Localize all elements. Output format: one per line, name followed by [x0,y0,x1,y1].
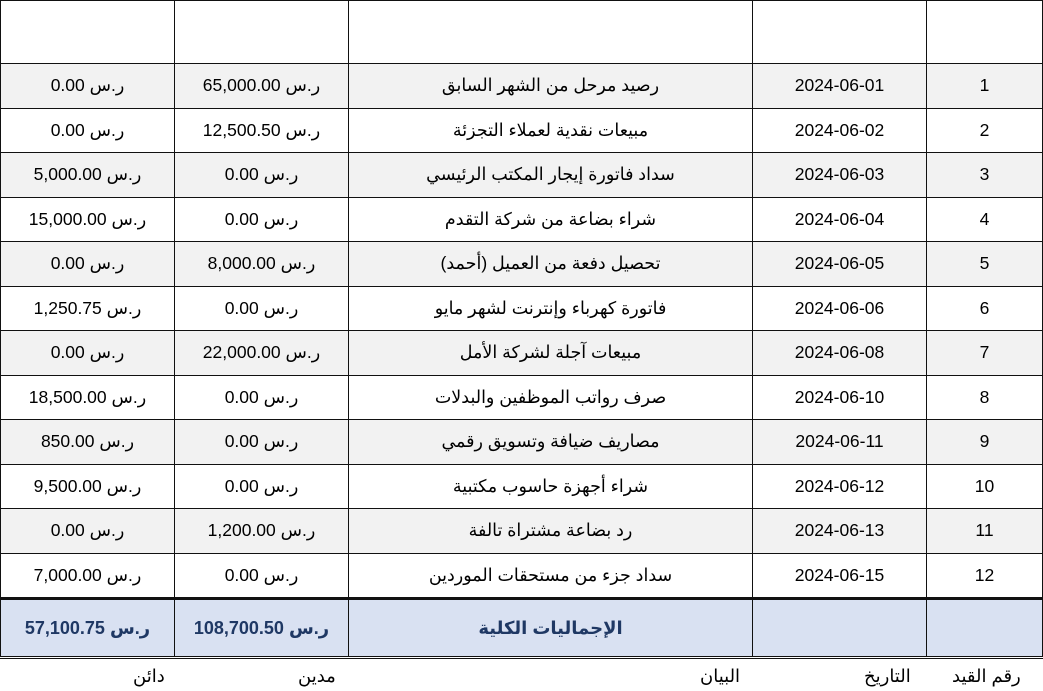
cell-debit: ر.س 0.00 [175,553,349,599]
cell-description: فاتورة كهرباء وإنترنت لشهر مايو [349,286,753,331]
cell-description: مبيعات نقدية لعملاء التجزئة [349,108,753,153]
cell-entry-no: 8 [927,375,1043,420]
totals-row [1,599,1043,658]
total-date-empty [753,599,927,658]
cell-entry-no: 9 [927,420,1043,465]
cell-description: مبيعات آجلة لشركة الأمل [349,331,753,376]
cell-date: 2024-06-12 [753,464,927,509]
header-cell-description [349,1,753,64]
table-row [1,153,1043,198]
table-row [1,553,1043,599]
table-row [1,464,1043,509]
cell-debit: ر.س 0.00 [175,153,349,198]
cell-entry-no: 12 [927,553,1043,599]
cell-debit: ر.س 22,000.00 [175,331,349,376]
cell-description: رصيد مرحل من الشهر السابق [349,64,753,109]
cell-description: مصاريف ضيافة وتسويق رقمي [349,420,753,465]
header-row [1,1,1043,64]
cell-date: 2024-06-03 [753,153,927,198]
cell-entry-no: 10 [927,464,1043,509]
cell-date: 2024-06-10 [753,375,927,420]
cell-entry-no: 3 [927,153,1043,198]
cell-date: 2024-06-13 [753,509,927,554]
cell-credit: ر.س 0.00 [1,509,175,554]
cell-entry-no: 11 [927,509,1043,554]
footer-label-entry-no: رقم القيد [952,666,1021,686]
footer-label-description: البيان [700,666,741,686]
total-entry-empty [927,599,1043,658]
header-cell-debit [175,1,349,64]
cell-description: صرف رواتب الموظفين والبدلات [349,375,753,420]
cell-debit: ر.س 12,500.50 [175,108,349,153]
table-row [1,64,1043,109]
cell-description: شراء بضاعة من شركة التقدم [349,197,753,242]
header-cell-entry-no [927,1,1043,64]
footer-label-debit: مدين [298,666,336,686]
cell-description: رد بضاعة مشتراة تالفة [349,509,753,554]
cell-entry-no: 6 [927,286,1043,331]
cell-description: تحصيل دفعة من العميل (أحمد) [349,242,753,287]
total-debit: ر.س 108,700.50 [175,599,349,658]
cell-entry-no: 5 [927,242,1043,287]
header-cell-date [753,1,927,64]
cell-debit: ر.س 0.00 [175,197,349,242]
cell-date: 2024-06-08 [753,331,927,376]
cell-credit: ر.س 850.00 [1,420,175,465]
cell-credit: ر.س 1,250.75 [1,286,175,331]
cell-credit: ر.س 15,000.00 [1,197,175,242]
cell-debit: ر.س 1,200.00 [175,509,349,554]
cell-debit: ر.س 0.00 [175,464,349,509]
cell-entry-no: 4 [927,197,1043,242]
totals-label: الإجماليات الكلية [349,599,753,658]
cell-debit: ر.س 0.00 [175,375,349,420]
total-credit: ر.س 57,100.75 [1,599,175,658]
cell-credit: ر.س 0.00 [1,64,175,109]
cell-debit: ر.س 0.00 [175,420,349,465]
cell-date: 2024-06-06 [753,286,927,331]
cell-date: 2024-06-01 [753,64,927,109]
cell-date: 2024-06-05 [753,242,927,287]
table-row [1,420,1043,465]
journal-table-body [1,1,1043,658]
table-row [1,197,1043,242]
table-row [1,331,1043,376]
cell-description: سداد جزء من مستحقات الموردين [349,553,753,599]
cell-credit: ر.س 9,500.00 [1,464,175,509]
cell-date: 2024-06-02 [753,108,927,153]
table-row [1,509,1043,554]
table-row [1,242,1043,287]
footer-label-credit: دائن [133,666,165,686]
table-row [1,108,1043,153]
table-row [1,375,1043,420]
table-row [1,286,1043,331]
cell-entry-no: 7 [927,331,1043,376]
cell-credit: ر.س 0.00 [1,331,175,376]
footer-label-date: التاريخ [864,666,911,686]
footer-column-labels [0,666,1043,691]
cell-entry-no: 1 [927,64,1043,109]
cell-credit: ر.س 18,500.00 [1,375,175,420]
cell-credit: ر.س 0.00 [1,242,175,287]
cell-debit: ر.س 8,000.00 [175,242,349,287]
cell-credit: ر.س 7,000.00 [1,553,175,599]
header-cell-credit [1,1,175,64]
cell-description: سداد فاتورة إيجار المكتب الرئيسي [349,153,753,198]
cell-date: 2024-06-04 [753,197,927,242]
cell-credit: ر.س 5,000.00 [1,153,175,198]
cell-credit: ر.س 0.00 [1,108,175,153]
cell-entry-no: 2 [927,108,1043,153]
cell-debit: ر.س 0.00 [175,286,349,331]
cell-debit: ر.س 65,000.00 [175,64,349,109]
cell-date: 2024-06-11 [753,420,927,465]
cell-description: شراء أجهزة حاسوب مكتبية [349,464,753,509]
cell-date: 2024-06-15 [753,553,927,599]
